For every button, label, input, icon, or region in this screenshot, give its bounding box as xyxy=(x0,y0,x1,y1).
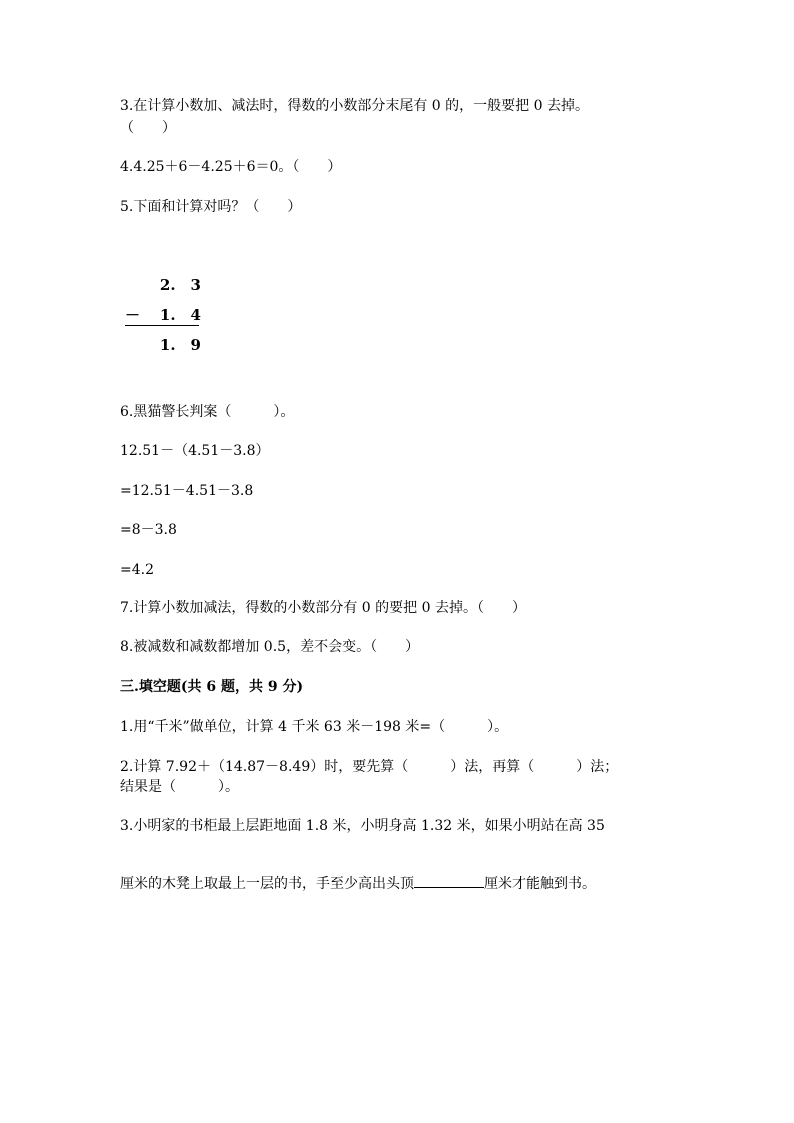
judgement-q4: 4.4.25＋6－4.25＋6＝0。（ ） xyxy=(120,159,342,175)
section-title: 三.填空题(共 6 题，共 9 分) xyxy=(120,679,304,695)
minus-sign: － xyxy=(125,306,141,324)
judgement-q3-line1: 3.在计算小数加、减法时，得数的小数部分末尾有 0 的，一般要把 0 去掉。 xyxy=(120,98,589,114)
fill-q3-text-a: 厘米的木凳上取最上一层的书，手至少高出头顶 xyxy=(120,876,414,892)
fill-q1: 1.用“千米”做单位，计算 4 千米 63 米－198 米=（ ）。 xyxy=(120,719,509,735)
fill-q3-line2 xyxy=(120,873,596,894)
q6-step: 12.51－（4.51－3.8） xyxy=(120,443,270,459)
q6-step: =12.51－4.51－3.8 xyxy=(120,483,254,499)
q6-step: =8－3.8 xyxy=(120,522,177,538)
q6-step: =4.2 xyxy=(120,562,154,578)
fill-q3-line1: 3.小明家的书柜最上层距地面 1.8 米，小明身高 1.32 米，如果小明站在高 35 xyxy=(120,818,605,834)
judgement-q8: 8.被减数和减数都增加 0.5，差不会变。（ ） xyxy=(120,639,420,655)
fill-q3-text-b: 厘米才能触到书。 xyxy=(484,876,596,892)
calc-divider-line xyxy=(125,325,199,326)
judgement-q5: 5.下面和计算对吗？（ ） xyxy=(120,199,302,215)
fill-q2-line1: 2.计算 7.92＋（14.87－8.49）时，要先算（ ）法，再算（ ）法； xyxy=(120,759,619,775)
answer-blank[interactable] xyxy=(414,873,484,888)
subtrahend: 1. 4 xyxy=(159,306,201,324)
fill-q2-line2: 结果是（ ）。 xyxy=(120,779,239,795)
difference: 1. 9 xyxy=(159,336,201,354)
vertical-subtraction xyxy=(125,273,205,363)
minuend: 2. 3 xyxy=(159,276,201,294)
judgement-q6: 6.黑猫警长判案（ ）。 xyxy=(120,404,295,420)
judgement-q7: 7.计算小数加减法，得数的小数部分有 0 的要把 0 去掉。（ ） xyxy=(120,600,526,616)
judgement-q3-answer-bracket[interactable]: （ ） xyxy=(120,120,176,136)
